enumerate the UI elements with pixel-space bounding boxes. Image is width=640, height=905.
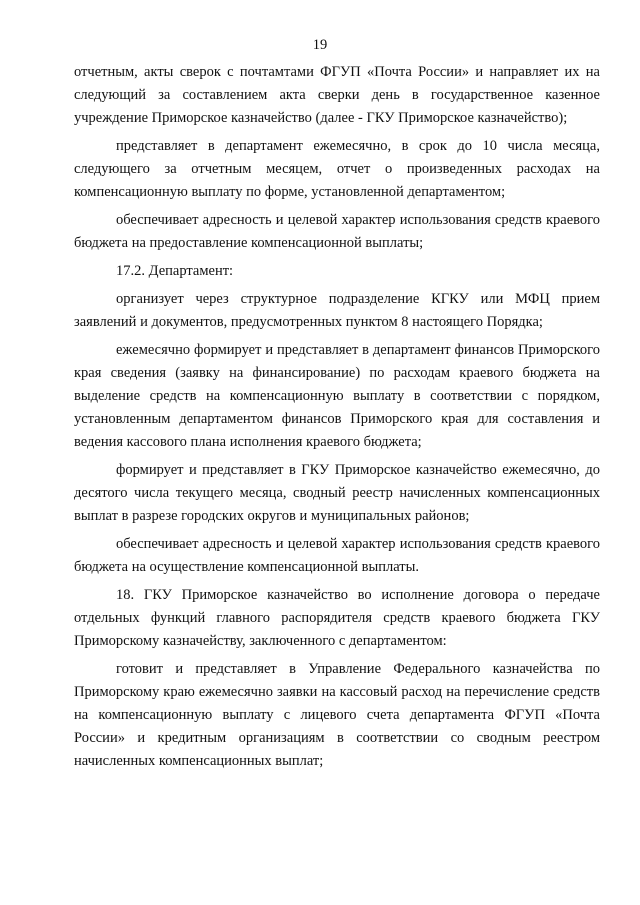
paragraph-reconciliation-acts: отчетным, акты сверок с почтамтами ФГУП «Почта России» и направляет их на следующий за составлением акта сверки день в государственное казенное учреждение Приморское казначейство (далее - ГКУ Приморское казначейство); xyxy=(74,64,600,126)
paragraph-section-18: 18. ГКУ Приморское казначейство во исполнение договора о передаче отдельных функций главного распорядителя средств краевого бюджета ГКУ Приморскому казначейству, заключенного с департаментом: xyxy=(74,587,600,649)
paragraph-financing-request: ежемесячно формирует и представляет в департамент финансов Приморского края сведения (заявку на финансирование) по расходам краевого бюджета на выделение средств на компенсационную выплату в соответствии с порядком, установленным департаментом финансов Приморского края для составления и ведения кассового плана исполнения краевого бюджета; xyxy=(74,342,600,450)
paragraph-targeted-use-provision: обеспечивает адресность и целевой характер использования средств краевого бюджета на предоставление компенсационной выплаты; xyxy=(74,212,600,251)
paragraph-cash-expense-requests: готовит и представляет в Управление Федерального казначейства по Приморскому краю ежемесячно заявки на кассовый расход на перечисление средств на компенсационную выплату с лицевого счета департамента ФГУП «Почта России» и кредитным организациям в соответствии со сводным реестром начисленных компенсационных выплат; xyxy=(74,661,600,769)
paragraph-organizes-intake: организует через структурное подразделение КГКУ или МФЦ прием заявлений и документов, предусмотренных пунктом 8 настоящего Порядка; xyxy=(74,291,600,330)
paragraph-summary-register: формирует и представляет в ГКУ Приморское казначейство ежемесячно, до десятого числа текущего месяца, сводный реестр начисленных компенсационных выплат в разрезе городских округов и муниципальных районов; xyxy=(74,462,600,524)
page-number: 19 xyxy=(312,37,328,53)
paragraph-section-17-2-heading: 17.2. Департамент: xyxy=(116,263,234,279)
paragraph-targeted-use-implementation: обеспечивает адресность и целевой характер использования средств краевого бюджета на осуществление компенсационной выплаты. xyxy=(74,536,600,575)
document-body xyxy=(74,61,600,773)
paragraph-monthly-report: представляет в департамент ежемесячно, в срок до 10 числа месяца, следующего за отчетным месяцем, отчет о произведенных расходах на компенсационную выплату по форме, установленной департаментом; xyxy=(74,138,600,200)
